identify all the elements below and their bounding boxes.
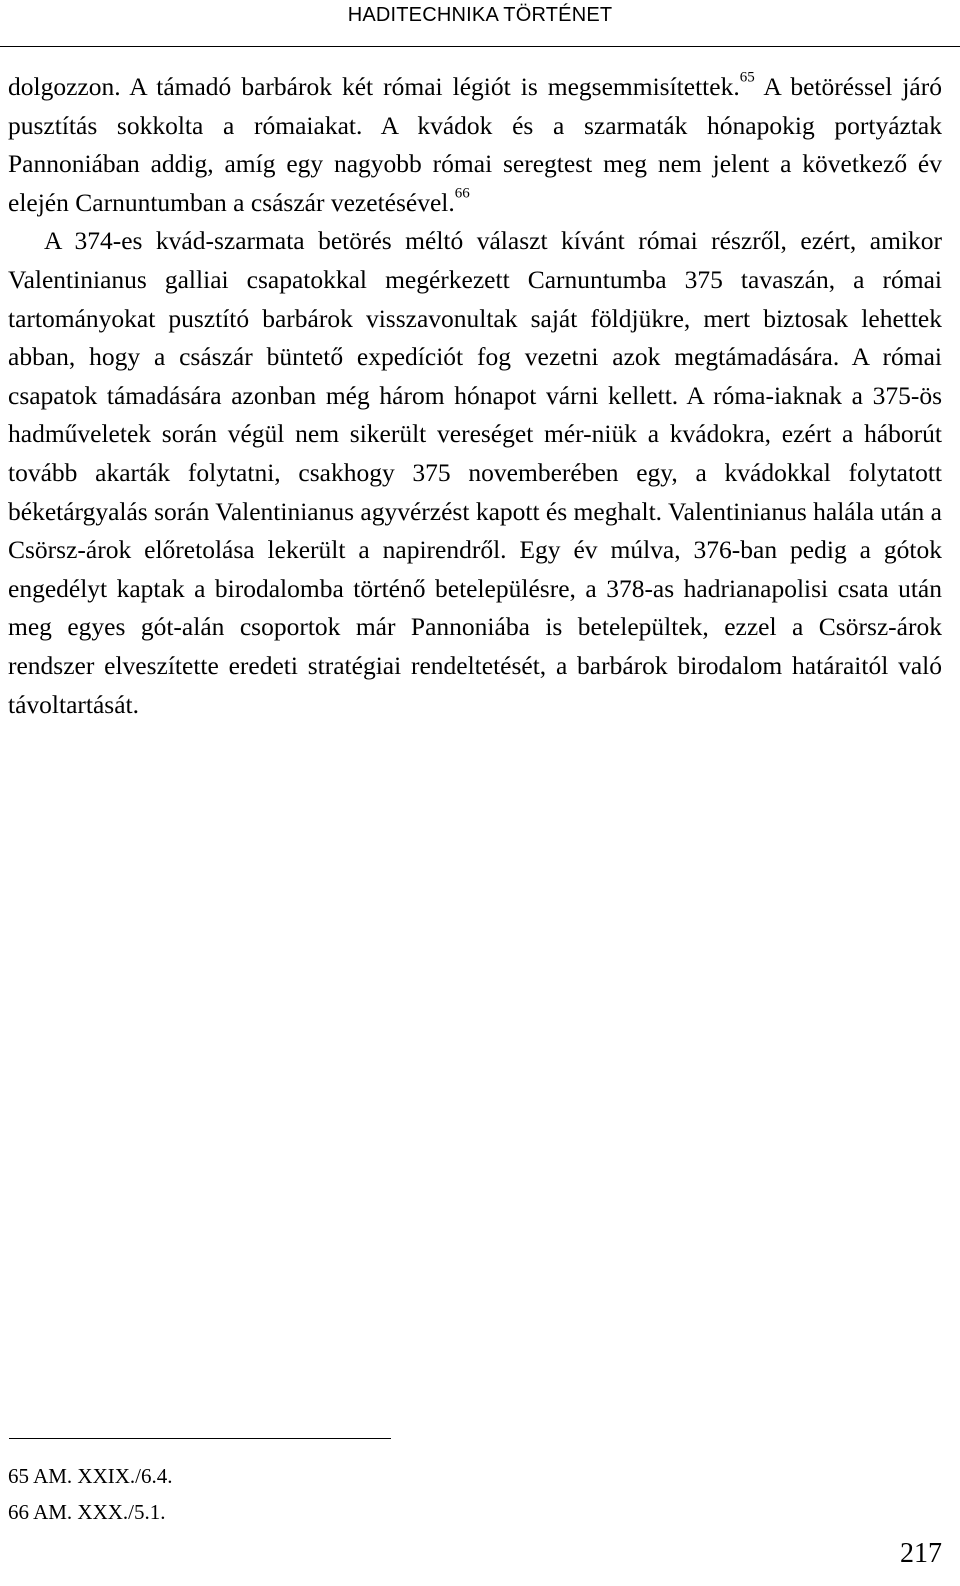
running-header <box>0 0 960 47</box>
paragraph-1 <box>8 68 942 222</box>
footnote-66: 66 AM. XXX./5.1. <box>8 1500 166 1524</box>
footnote-ref-65: 65 <box>739 69 755 86</box>
footnote-65: 65 AM. XXIX./6.4. <box>8 1464 173 1488</box>
paragraph-1-text: dolgozzon. A támadó barbárok két római légiót is megsemmisítettek. <box>8 72 740 101</box>
running-title: HADITECHNIKA TÖRTÉNET <box>347 4 613 26</box>
paragraph-2: A 374-es kvád-szarmata betörés méltó választ kívánt római részről, ezért, amikor Valentinianus galliai csapatokkal megérkezett Carnuntumba 375 tavaszán, a római tartományokat pusztító barbárok visszavonultak saját földjükre, mert biztosak lehettek abban, hogy a császár büntető expedíciót fog vezetni azok megtámadására. A római csapatok támadására azonban még három hónapot várni kellett. A róma-iaknak a 375-ös hadműveletek során végül nem sikerült vereséget mér-niük a kvádokra, ezért a háborút tovább akarták folytatni, csakhogy 375 novemberében egy, a kvádokkal folytatott béketárgyalás során Valentinianus agyvérzést kapott és meghalt. Valentinianus halála után a Csörsz-árok előretolása lekerült a napirendről. Egy év múlva, 376-ban pedig a gótok engedélyt kaptak a birodalomba történő betelepülésre, a 378-as hadrianapolisi csata után meg egyes gót-alán csoportok már Pannoniába is betelepültek, ezzel a Csörsz-árok rendszer elveszítette eredeti stratégiai rendeltetését, a barbárok birodalom határaitól való távoltartását. <box>8 226 942 719</box>
footnotes <box>8 1458 173 1530</box>
header-rule <box>9 46 950 47</box>
footnote-ref-66: 66 <box>454 185 470 202</box>
main-text <box>8 68 942 724</box>
paragraph-1-continuation: A betöréssel járó pusztítás sokkolta a rómaiakat. A kvádok és a szarmaták hónapokig portyáztak Pannoniában addig, amíg egy nagyobb római seregtest meg nem jelent a következő év elején Carnuntumban a császár vezetésével. <box>8 72 942 217</box>
page-number: 217 <box>900 1538 942 1569</box>
footnote-separator <box>9 1438 391 1439</box>
